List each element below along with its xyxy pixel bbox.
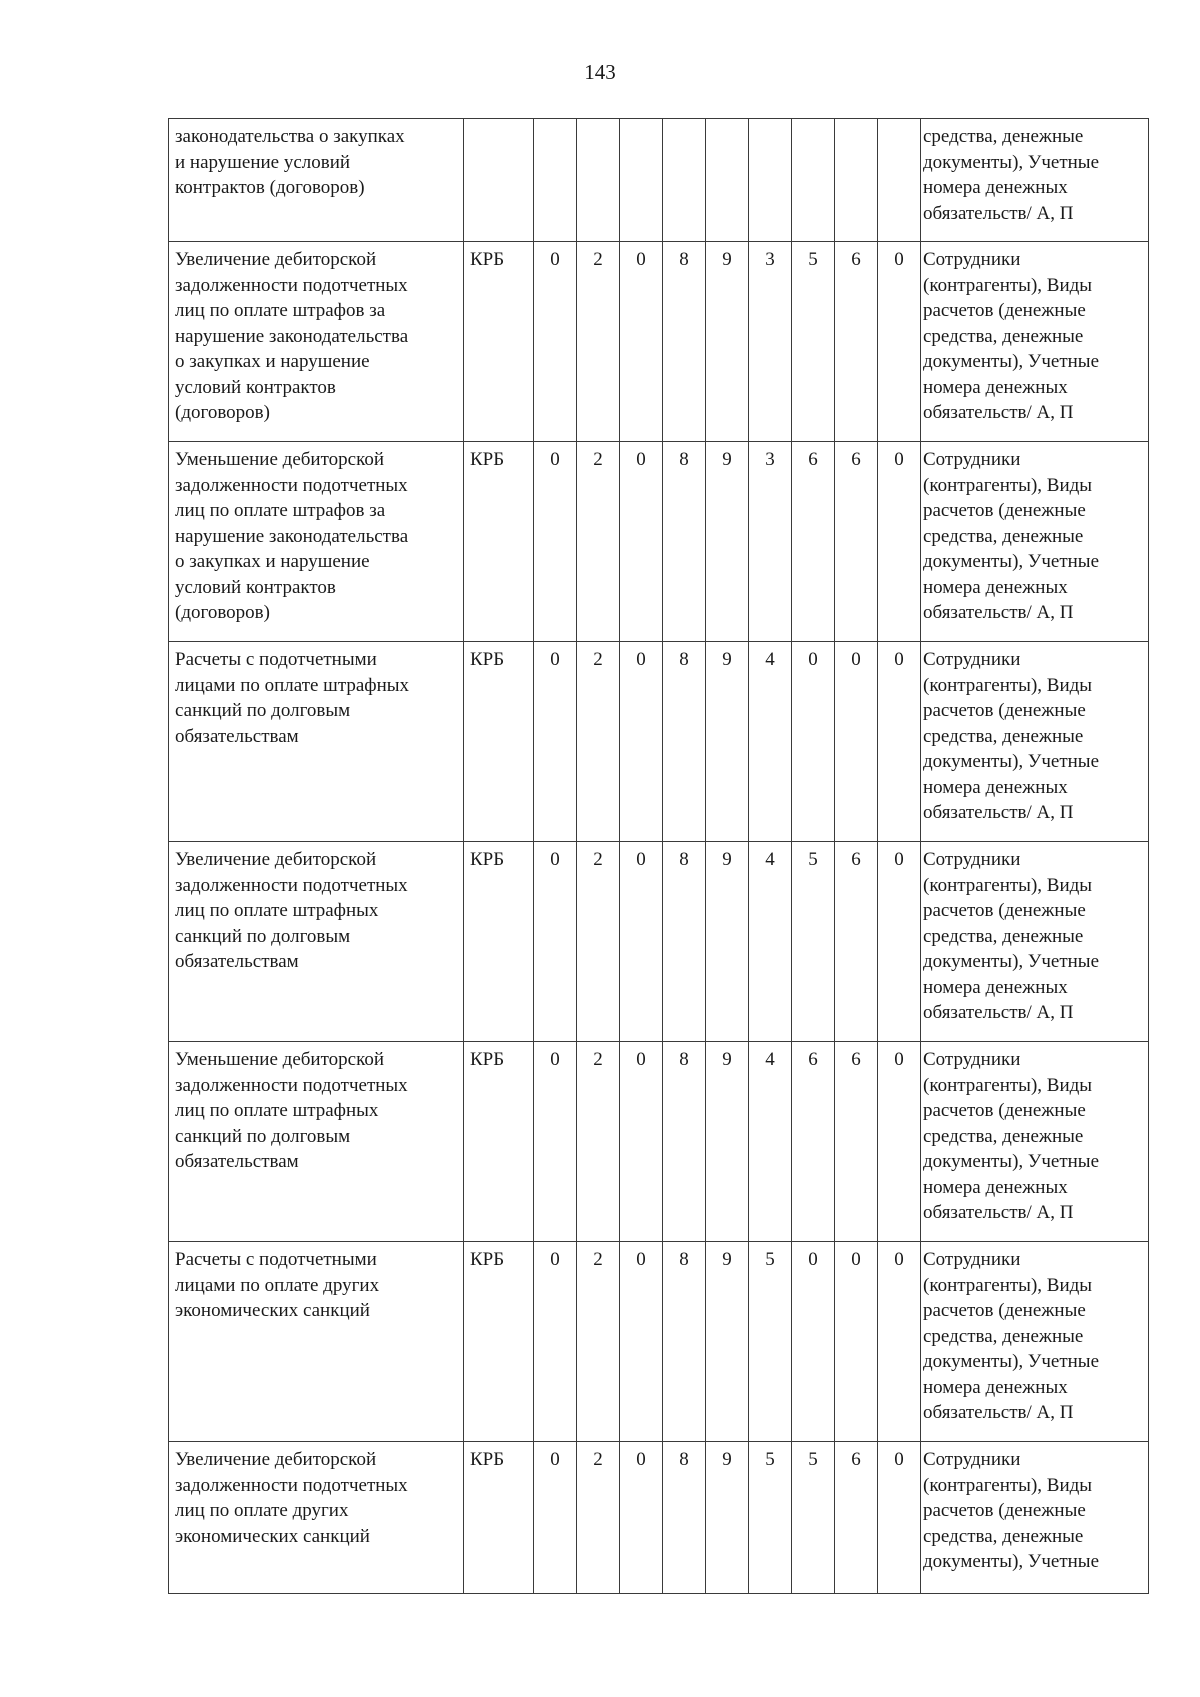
- account-digit-1: 0: [534, 442, 577, 642]
- account-digit-3: 0: [620, 1042, 663, 1242]
- account-digit-2: 2: [577, 842, 620, 1042]
- account-name: Увеличение дебиторской задолженности подотчетных лиц по оплате штрафов за нарушение законодательства о закупках и нарушение условий контрактов (договоров): [169, 242, 464, 442]
- analytics-text: Сотрудники (контрагенты), Виды расчетов (денежные средства, денежные документы), Учетные: [921, 1442, 1149, 1594]
- account-digit-9: 0: [878, 242, 921, 442]
- account-digit-2: 2: [577, 442, 620, 642]
- account-name: Увеличение дебиторской задолженности подотчетных лиц по оплате других экономических санкций: [169, 1442, 464, 1594]
- account-digit-2: 2: [577, 1442, 620, 1594]
- account-name: Расчеты с подотчетными лицами по оплате штрафных санкций по долговым обязательствам: [169, 642, 464, 842]
- analytics-text: Сотрудники (контрагенты), Виды расчетов (денежные средства, денежные документы), Учетные номера денежных обязательств/ А, П: [921, 1242, 1149, 1442]
- account-digit-7: 6: [792, 442, 835, 642]
- analytics-text: Сотрудники (контрагенты), Виды расчетов (денежные средства, денежные документы), Учетные номера денежных обязательств/ А, П: [921, 1042, 1149, 1242]
- account-digit-5: 9: [706, 442, 749, 642]
- accounts-table: [168, 118, 1149, 1594]
- account-digit-9: 0: [878, 1442, 921, 1594]
- account-code: КРБ: [464, 1242, 534, 1442]
- account-digit-7: 5: [792, 1442, 835, 1594]
- table-row: [169, 1442, 1149, 1594]
- account-digit-3: 0: [620, 642, 663, 842]
- account-digit-6: 4: [749, 642, 792, 842]
- account-digit-7: 6: [792, 1042, 835, 1242]
- account-digit-1: 0: [534, 242, 577, 442]
- account-code: [464, 119, 534, 242]
- account-digit-3: 0: [620, 442, 663, 642]
- account-digit-4: 8: [663, 442, 706, 642]
- account-digit-2: 2: [577, 242, 620, 442]
- table-row: [169, 442, 1149, 642]
- account-digit-6: 4: [749, 842, 792, 1042]
- account-digit-7: 5: [792, 842, 835, 1042]
- account-digit-1: [534, 119, 577, 242]
- account-digit-6: 3: [749, 442, 792, 642]
- account-digit-2: 2: [577, 1042, 620, 1242]
- account-digit-9: 0: [878, 1242, 921, 1442]
- account-digit-2: [577, 119, 620, 242]
- account-name: Уменьшение дебиторской задолженности подотчетных лиц по оплате штрафных санкций по долговым обязательствам: [169, 1042, 464, 1242]
- account-digit-4: 8: [663, 642, 706, 842]
- table-row: [169, 642, 1149, 842]
- account-digit-6: 3: [749, 242, 792, 442]
- account-digit-6: 5: [749, 1442, 792, 1594]
- table-row: [169, 242, 1149, 442]
- account-digit-1: 0: [534, 1442, 577, 1594]
- account-digit-9: 0: [878, 1042, 921, 1242]
- account-digit-1: 0: [534, 1042, 577, 1242]
- account-digit-3: 0: [620, 842, 663, 1042]
- account-digit-5: 9: [706, 1042, 749, 1242]
- account-code: КРБ: [464, 1442, 534, 1594]
- account-digit-8: 0: [835, 642, 878, 842]
- account-digit-9: 0: [878, 642, 921, 842]
- account-digit-3: 0: [620, 1242, 663, 1442]
- account-digit-8: 6: [835, 1042, 878, 1242]
- analytics-text: Сотрудники (контрагенты), Виды расчетов (денежные средства, денежные документы), Учетные номера денежных обязательств/ А, П: [921, 242, 1149, 442]
- account-digit-7: [792, 119, 835, 242]
- account-digit-5: 9: [706, 1442, 749, 1594]
- account-digit-6: [749, 119, 792, 242]
- account-name: законодательства о закупках и нарушение условий контрактов (договоров): [169, 119, 464, 242]
- account-digit-3: 0: [620, 242, 663, 442]
- account-digit-4: 8: [663, 1242, 706, 1442]
- account-digit-2: 2: [577, 1242, 620, 1442]
- page-number: 143: [584, 60, 616, 84]
- account-digit-5: 9: [706, 1242, 749, 1442]
- table-row: [169, 1042, 1149, 1242]
- account-digit-8: 0: [835, 1242, 878, 1442]
- account-digit-4: 8: [663, 242, 706, 442]
- table-row: [169, 119, 1149, 242]
- account-digit-8: 6: [835, 842, 878, 1042]
- account-digit-5: 9: [706, 242, 749, 442]
- account-code: КРБ: [464, 442, 534, 642]
- account-digit-9: 0: [878, 842, 921, 1042]
- account-digit-9: [878, 119, 921, 242]
- analytics-text: Сотрудники (контрагенты), Виды расчетов (денежные средства, денежные документы), Учетные номера денежных обязательств/ А, П: [921, 642, 1149, 842]
- account-digit-5: 9: [706, 642, 749, 842]
- account-code: КРБ: [464, 842, 534, 1042]
- account-digit-9: 0: [878, 442, 921, 642]
- account-digit-1: 0: [534, 1242, 577, 1442]
- account-digit-1: 0: [534, 842, 577, 1042]
- account-digit-4: 8: [663, 842, 706, 1042]
- account-code: КРБ: [464, 1042, 534, 1242]
- account-digit-4: 8: [663, 1442, 706, 1594]
- account-digit-1: 0: [534, 642, 577, 842]
- account-digit-4: [663, 119, 706, 242]
- analytics-text: средства, денежные документы), Учетные номера денежных обязательств/ А, П: [921, 119, 1149, 242]
- account-digit-7: 0: [792, 642, 835, 842]
- account-digit-2: 2: [577, 642, 620, 842]
- account-digit-4: 8: [663, 1042, 706, 1242]
- account-digit-7: 0: [792, 1242, 835, 1442]
- account-digit-3: 0: [620, 1442, 663, 1594]
- account-digit-8: 6: [835, 1442, 878, 1594]
- account-digit-6: 5: [749, 1242, 792, 1442]
- account-name: Увеличение дебиторской задолженности подотчетных лиц по оплате штрафных санкций по долговым обязательствам: [169, 842, 464, 1042]
- account-code: КРБ: [464, 242, 534, 442]
- analytics-text: Сотрудники (контрагенты), Виды расчетов (денежные средства, денежные документы), Учетные номера денежных обязательств/ А, П: [921, 842, 1149, 1042]
- account-digit-6: 4: [749, 1042, 792, 1242]
- account-digit-8: 6: [835, 442, 878, 642]
- account-digit-3: [620, 119, 663, 242]
- account-name: Уменьшение дебиторской задолженности подотчетных лиц по оплате штрафов за нарушение законодательства о закупках и нарушение условий контрактов (договоров): [169, 442, 464, 642]
- account-code: КРБ: [464, 642, 534, 842]
- account-digit-8: 6: [835, 242, 878, 442]
- table-row: [169, 1242, 1149, 1442]
- account-digit-7: 5: [792, 242, 835, 442]
- analytics-text: Сотрудники (контрагенты), Виды расчетов (денежные средства, денежные документы), Учетные номера денежных обязательств/ А, П: [921, 442, 1149, 642]
- table-row: [169, 842, 1149, 1042]
- account-name: Расчеты с подотчетными лицами по оплате других экономических санкций: [169, 1242, 464, 1442]
- account-digit-5: [706, 119, 749, 242]
- account-digit-8: [835, 119, 878, 242]
- account-digit-5: 9: [706, 842, 749, 1042]
